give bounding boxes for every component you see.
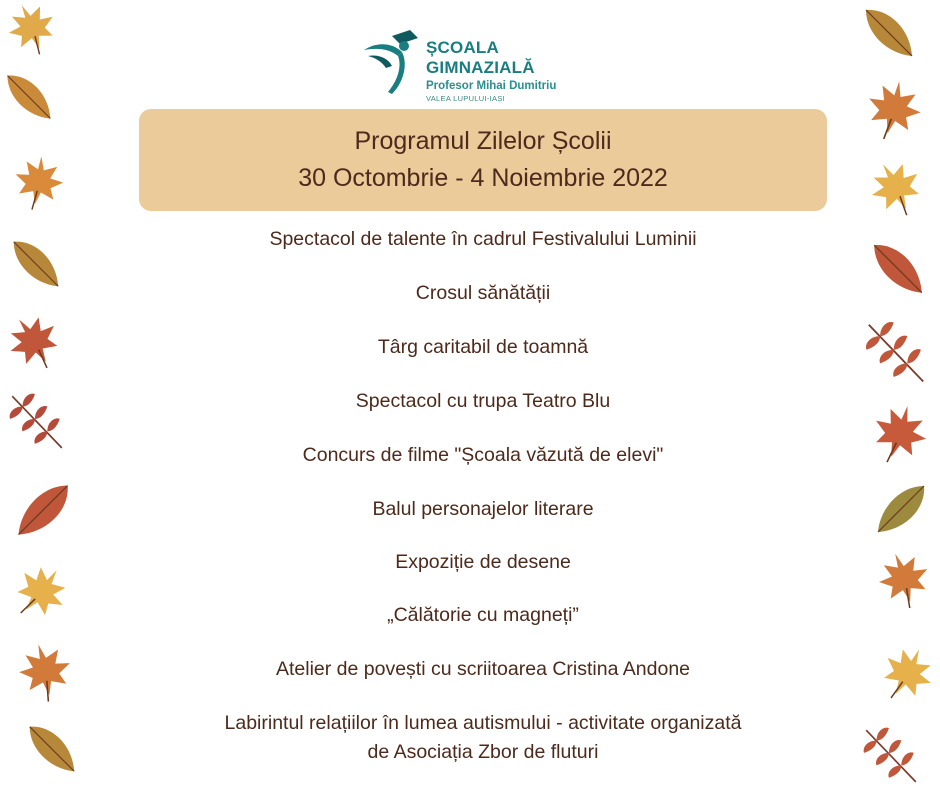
list-item-last xyxy=(150,709,816,767)
school-location: VALEA LUPULUI-IAȘI xyxy=(426,94,506,103)
star-leaf-icon xyxy=(864,158,924,218)
maple-leaf-icon xyxy=(2,312,62,372)
school-patron: Profesor Mihai Dumitriu xyxy=(426,80,557,92)
maple-leaf-icon xyxy=(2,0,58,56)
oak-leaf-icon xyxy=(10,474,74,544)
oak-leaf-icon xyxy=(6,230,64,300)
oak-leaf-icon xyxy=(856,4,920,64)
program-dates: 30 Octombrie - 4 Noiembrie 2022 xyxy=(298,164,668,192)
star-leaf-icon xyxy=(10,560,70,620)
maple-leaf-icon xyxy=(866,400,930,464)
list-item: Târg caritabil de toamnă xyxy=(377,336,589,358)
list-item: Atelier de povești cu scriitoarea Cristina Andone xyxy=(275,658,691,680)
maple-leaf-icon xyxy=(860,76,924,140)
list-item: Balul personajelor literare xyxy=(372,498,594,520)
oak-leaf-icon xyxy=(870,476,930,540)
list-item: Crosul sănătății xyxy=(415,282,551,304)
title-banner xyxy=(139,109,827,211)
star-leaf-icon xyxy=(876,642,936,702)
list-item: Concurs de filme "Școala văzută de elevi" xyxy=(302,444,664,466)
list-item: „Călătorie cu magneți” xyxy=(387,604,579,626)
maple-leaf-icon xyxy=(12,640,74,702)
maple-leaf-icon xyxy=(872,548,932,610)
list-item: Spectacol de talente în cadrul Festivalului Luminii xyxy=(269,228,697,250)
school-logo xyxy=(358,28,608,103)
branch-leaf-icon xyxy=(862,316,930,388)
list-item: Expoziție de desene xyxy=(395,551,571,573)
oak-leaf-icon xyxy=(866,234,928,306)
school-emblem-icon xyxy=(358,28,422,98)
last-event-line2: de Asociația Zbor de fluturi xyxy=(367,741,599,763)
maple-leaf-icon xyxy=(8,152,66,210)
branch-leaf-icon xyxy=(860,724,922,786)
school-name: ȘCOALA GIMNAZIALĂ xyxy=(426,38,535,77)
branch-leaf-icon xyxy=(6,386,68,456)
last-event-line1: Labirintul relațiilor în lumea autismului - activitate organizată xyxy=(224,712,742,734)
list-item: Spectacol cu trupa Teatro Blu xyxy=(355,390,611,412)
program-title: Programul Zilelor Școlii xyxy=(354,127,612,155)
oak-leaf-icon xyxy=(0,64,56,132)
oak-leaf-icon xyxy=(22,716,80,784)
